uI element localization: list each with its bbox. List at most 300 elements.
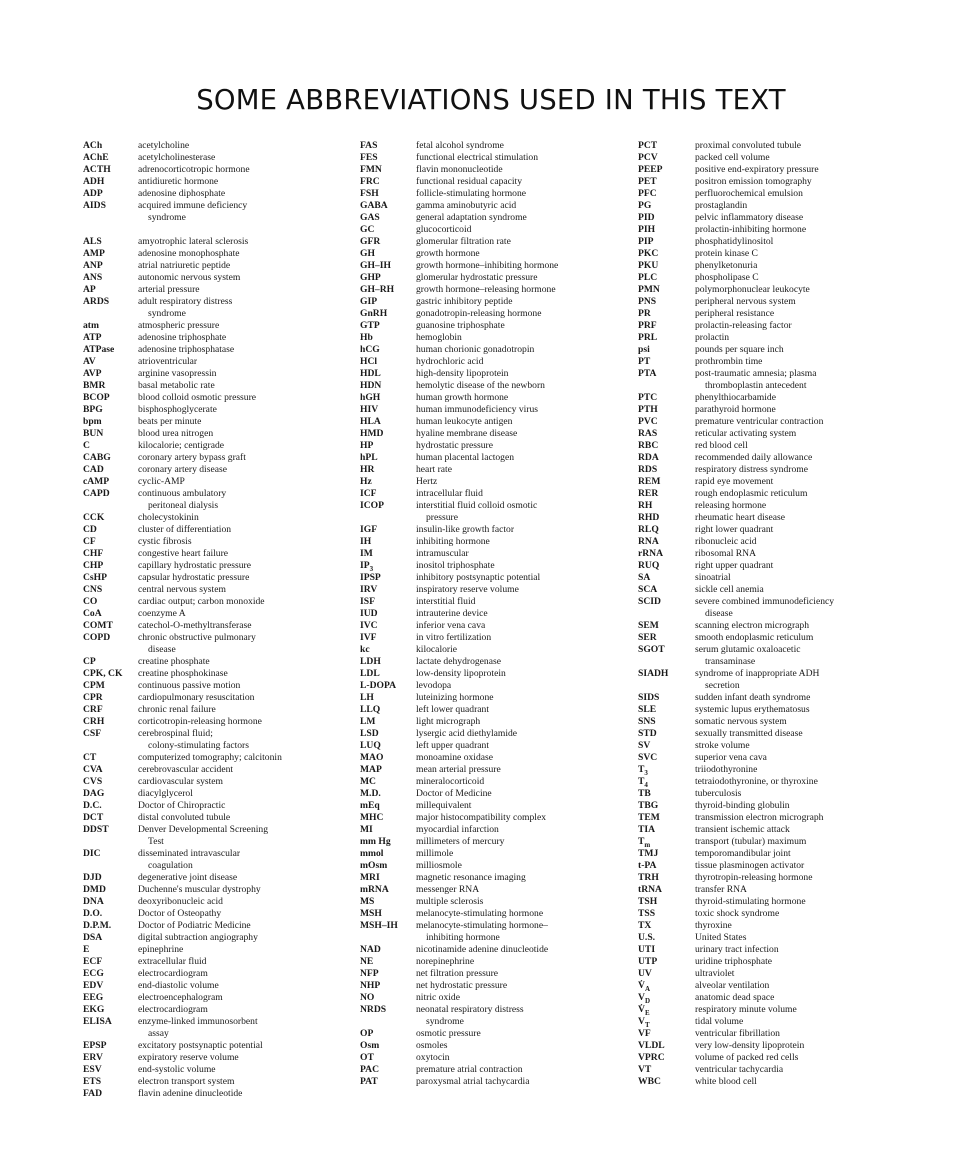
abbreviation-term: ERV [83, 1052, 103, 1063]
abbreviation-term: CAD [83, 464, 104, 475]
definition-text: ventricular tachycardia [695, 1064, 784, 1075]
abbreviation-definition [416, 620, 630, 632]
abbreviation-entry [83, 236, 353, 248]
abbreviation-term: PCV [638, 152, 658, 163]
definition-text: osmoles [416, 1040, 448, 1051]
abbreviation-entry [83, 296, 353, 320]
abbreviation-definition [416, 308, 630, 320]
abbreviation-entry [638, 524, 948, 536]
definition-text: tissue plasminogen activator [695, 860, 805, 871]
definition-text: scanning electron micrograph [695, 620, 810, 631]
definition-text: electrocardiogram [138, 968, 208, 979]
definition-text: systemic lupus erythematosus [695, 704, 810, 715]
definition-text: glomerular hydrostatic pressure [416, 272, 538, 283]
abbreviation-term: t-PA [638, 860, 657, 871]
abbreviation-definition [416, 488, 630, 500]
definition-text: acetylcholine [138, 140, 190, 151]
abbreviation-term: PCT [638, 140, 658, 151]
definition-text: right lower quadrant [695, 524, 774, 535]
abbreviation-definition [138, 704, 353, 716]
abbreviation-term: Hb [360, 332, 373, 343]
abbreviation-definition [138, 908, 353, 920]
abbreviation-definition [695, 1064, 948, 1076]
abbreviation-entry [360, 596, 630, 608]
abbreviation-term: ANP [83, 260, 103, 271]
abbreviation-definition [138, 236, 353, 248]
abbreviation-term: IVF [360, 632, 377, 643]
abbreviation-entry [638, 740, 948, 752]
abbreviation-entry [360, 716, 630, 728]
definition-text: millimeters of mercury [416, 836, 505, 847]
definition-text: deoxyribonucleic acid [138, 896, 223, 907]
definition-text: corticotropin-releasing hormone [138, 716, 262, 727]
abbreviation-entry [638, 644, 948, 668]
abbreviation-entry [638, 356, 948, 368]
abbreviation-entry [83, 1076, 353, 1088]
abbreviation-entry [83, 884, 353, 896]
abbreviation-term: PVC [638, 416, 658, 427]
abbreviation-entry [638, 836, 948, 848]
abbreviation-entry [83, 1052, 353, 1064]
definition-text: gamma aminobutyric acid [416, 200, 517, 211]
abbreviation-entry [638, 884, 948, 896]
definition-text: functional residual capacity [416, 176, 523, 187]
abbreviation-entry [360, 308, 630, 320]
abbreviation-definition [416, 1004, 630, 1028]
abbreviation-entry [638, 668, 948, 692]
definition-text: end-diastolic volume [138, 980, 219, 991]
abbreviation-definition [695, 644, 948, 668]
abbreviation-entry [360, 272, 630, 284]
abbreviation-definition [416, 1052, 630, 1064]
abbreviation-definition [416, 224, 630, 236]
abbreviation-definition [416, 596, 630, 608]
abbreviation-entry [638, 536, 948, 548]
abbreviation-entry [360, 1064, 630, 1076]
abbreviation-entry [83, 368, 353, 380]
abbreviation-term: REM [638, 476, 661, 487]
abbreviation-term: NFP [360, 968, 379, 979]
definition-text: fetal alcohol syndrome [416, 140, 504, 151]
abbreviation-term: RAS [638, 428, 658, 439]
definition-text: cholecystokinin [138, 512, 199, 523]
abbreviation-term: UTP [638, 956, 658, 967]
abbreviation-entry [83, 488, 353, 512]
definition-text: premature ventricular contraction [695, 416, 824, 427]
abbreviation-definition [416, 680, 630, 692]
definition-text: gonadotropin-releasing hormone [416, 308, 542, 319]
abbreviation-entry [360, 548, 630, 560]
abbreviation-term: TBG [638, 800, 659, 811]
definition-text: cerebrovascular accident [138, 764, 234, 775]
abbreviation-term: GH [360, 248, 375, 259]
abbreviation-definition [138, 980, 353, 992]
definition-continuation: thromboplastin antecedent [705, 380, 807, 391]
definition-text: phenylketonuria [695, 260, 758, 271]
definition-text: tetraiodothyronine, or thyroxine [695, 776, 818, 787]
abbreviation-term: EKG [83, 1004, 105, 1015]
abbreviation-entry [638, 548, 948, 560]
definition-text: paroxysmal atrial tachycardia [416, 1076, 530, 1087]
definition-text: sexually transmitted disease [695, 728, 803, 739]
abbreviation-term: VF [638, 1028, 651, 1039]
abbreviation-definition [138, 200, 353, 224]
abbreviation-definition [695, 860, 948, 872]
abbreviation-term: GC [360, 224, 375, 235]
definition-text: hemoglobin [416, 332, 462, 343]
definition-text: catechol-O-methyltransferase [138, 620, 252, 631]
definition-text: melanocyte-stimulating hormone– [416, 920, 548, 931]
abbreviation-definition [138, 536, 353, 548]
abbreviation-subscript: 3 [369, 564, 374, 573]
definition-text: glomerular filtration rate [416, 236, 511, 247]
definition-text: transfer RNA [695, 884, 747, 895]
abbreviation-column-2 [360, 140, 630, 1088]
abbreviation-definition [138, 428, 353, 440]
abbreviation-term: CsHP [83, 572, 107, 583]
abbreviation-term: AP [83, 284, 96, 295]
abbreviation-term: EDV [83, 980, 104, 991]
abbreviation-term: OP [360, 1028, 374, 1039]
definition-text: myocardial infarction [416, 824, 499, 835]
definition-text: light micrograph [416, 716, 481, 727]
definition-text: expiratory reserve volume [138, 1052, 239, 1063]
abbreviation-entry [360, 884, 630, 896]
abbreviation-entry [360, 872, 630, 884]
abbreviation-definition [695, 620, 948, 632]
definition-text: osmotic pressure [416, 1028, 481, 1039]
abbreviation-term: LLQ [360, 704, 381, 715]
abbreviation-definition [138, 260, 353, 272]
abbreviation-definition [138, 404, 353, 416]
abbreviation-definition [695, 884, 948, 896]
abbreviation-term: mmol [360, 848, 384, 859]
abbreviation-entry [360, 1040, 630, 1052]
definition-text: low-density lipoprotein [416, 668, 506, 679]
abbreviation-entry [360, 812, 630, 824]
definition-text: distal convoluted tubule [138, 812, 231, 823]
definition-text: human placental lactogen [416, 452, 515, 463]
abbreviation-term: SEM [638, 620, 659, 631]
abbreviation-definition [416, 788, 630, 800]
abbreviation-definition [416, 668, 630, 680]
definition-text: beats per minute [138, 416, 202, 427]
abbreviation-term: EPSP [83, 1040, 107, 1051]
abbreviation-term: PTH [638, 404, 658, 415]
abbreviation-definition [138, 620, 353, 632]
abbreviation-definition [138, 416, 353, 428]
abbreviation-term: Osm [360, 1040, 380, 1051]
abbreviation-definition [416, 764, 630, 776]
abbreviation-definition [695, 440, 948, 452]
abbreviation-entry [638, 500, 948, 512]
definition-text: coronary artery bypass graft [138, 452, 246, 463]
abbreviation-term: CoA [83, 608, 102, 619]
definition-text: transmission electron micrograph [695, 812, 824, 823]
abbreviation-term: ECG [83, 968, 104, 979]
definition-text: digital subtraction angiography [138, 932, 258, 943]
abbreviation-definition [138, 380, 353, 392]
abbreviation-definition [138, 140, 353, 152]
abbreviation-entry [360, 980, 630, 992]
definition-continuation: coagulation [148, 860, 193, 871]
abbreviation-entry [360, 848, 630, 860]
abbreviation-entry [360, 968, 630, 980]
abbreviation-definition [416, 656, 630, 668]
abbreviation-definition [416, 824, 630, 836]
definition-text: end-systolic volume [138, 1064, 216, 1075]
abbreviation-definition [416, 1040, 630, 1052]
definition-text: cystic fibrosis [138, 536, 192, 547]
definition-text: chronic renal failure [138, 704, 216, 715]
abbreviation-entry [638, 512, 948, 524]
abbreviation-term: PRL [638, 332, 658, 343]
abbreviation-term: ECF [83, 956, 103, 967]
abbreviation-entry [360, 152, 630, 164]
abbreviation-entry [83, 584, 353, 596]
abbreviation-entry [638, 776, 948, 788]
abbreviation-entry [638, 920, 948, 932]
abbreviation-entry [83, 1040, 353, 1052]
abbreviation-entry [360, 1028, 630, 1040]
definition-continuation: assay [148, 1028, 169, 1039]
abbreviation-definition [416, 884, 630, 896]
definition-text: disseminated intravascular [138, 848, 241, 859]
definition-text: norepinephrine [416, 956, 475, 967]
abbreviation-term: U.S. [638, 932, 656, 943]
definition-continuation: secretion [705, 680, 740, 691]
abbreviation-definition [695, 356, 948, 368]
abbreviation-term: RH [638, 500, 653, 511]
abbreviation-term: PIP [638, 236, 654, 247]
abbreviation-definition [138, 920, 353, 932]
abbreviation-term: OT [360, 1052, 374, 1063]
definition-continuation: disease [705, 608, 733, 619]
definition-text: general adaptation syndrome [416, 212, 527, 223]
abbreviation-definition [416, 1064, 630, 1076]
abbreviation-term: BPG [83, 404, 103, 415]
abbreviation-term: HLA [360, 416, 381, 427]
abbreviation-definition [695, 752, 948, 764]
abbreviation-term: ALS [83, 236, 102, 247]
definition-text: enzyme-linked immunosorbent [138, 1016, 258, 1027]
abbreviation-entry [638, 812, 948, 824]
abbreviation-definition [138, 356, 353, 368]
definition-text: releasing hormone [695, 500, 767, 511]
abbreviation-entry [638, 140, 948, 152]
abbreviation-entry [360, 1076, 630, 1088]
abbreviation-term: CABG [83, 452, 111, 463]
abbreviation-column-3 [638, 140, 948, 1088]
abbreviation-term: RLQ [638, 524, 659, 535]
abbreviation-entry [360, 404, 630, 416]
abbreviation-definition [695, 1016, 948, 1028]
abbreviation-term: ACTH [83, 164, 111, 175]
definition-text: continuous passive motion [138, 680, 241, 691]
definition-text: cluster of differentiation [138, 524, 232, 535]
definition-text: recommended daily allowance [695, 452, 813, 463]
abbreviation-term: GnRH [360, 308, 388, 319]
abbreviation-entry [638, 272, 948, 284]
definition-text: prolactin-releasing factor [695, 320, 792, 331]
abbreviation-entry [638, 176, 948, 188]
abbreviation-entry [638, 620, 948, 632]
definition-text: nicotinamide adenine dinucleotide [416, 944, 549, 955]
abbreviation-definition [695, 836, 948, 848]
definition-text: very low-density lipoprotein [695, 1040, 805, 1051]
abbreviation-definition [138, 1052, 353, 1064]
abbreviation-term: AIDS [83, 200, 106, 211]
definition-text: tuberculosis [695, 788, 742, 799]
abbreviation-entry [83, 512, 353, 524]
abbreviation-entry [360, 464, 630, 476]
abbreviation-entry [638, 860, 948, 872]
abbreviation-term: AV [83, 356, 96, 367]
abbreviation-entry [638, 404, 948, 416]
abbreviation-term: PRF [638, 320, 657, 331]
abbreviation-entry [83, 428, 353, 440]
abbreviation-term: $T_3$ [638, 764, 648, 777]
definition-text: messenger RNA [416, 884, 480, 895]
definition-text: phosphatidylinositol [695, 236, 774, 247]
definition-text: alveolar ventilation [695, 980, 770, 991]
abbreviation-definition [138, 824, 353, 848]
definition-text: nitric oxide [416, 992, 460, 1003]
abbreviation-term: DAG [83, 788, 105, 799]
abbreviation-entry [638, 692, 948, 704]
abbreviation-entry [638, 932, 948, 944]
abbreviation-entry [83, 968, 353, 980]
definition-text: flavin adenine dinucleotide [138, 1088, 243, 1099]
abbreviation-entry [638, 440, 948, 452]
abbreviation-definition [416, 284, 630, 296]
abbreviation-definition [138, 476, 353, 488]
page-title: SOME ABBREVIATIONS USED IN THIS TEXT [196, 84, 786, 116]
abbreviation-definition [138, 968, 353, 980]
abbreviation-term: HR [360, 464, 375, 475]
abbreviation-term: DDST [83, 824, 109, 835]
abbreviation-term: hCG [360, 344, 380, 355]
abbreviation-term: FSH [360, 188, 379, 199]
abbreviation-definition [695, 200, 948, 212]
definition-text: heart rate [416, 464, 452, 475]
definition-text: electron transport system [138, 1076, 235, 1087]
abbreviation-entry [638, 296, 948, 308]
definition-text: Doctor of Chiropractic [138, 800, 226, 811]
definition-text: intracellular fluid [416, 488, 483, 499]
abbreviation-entry [360, 500, 630, 524]
definition-text: thyroid-stimulating hormone [695, 896, 806, 907]
definition-continuation: peritoneal dialysis [148, 500, 219, 511]
abbreviation-entry [360, 320, 630, 332]
abbreviation-subscript: T [644, 1020, 650, 1029]
abbreviation-term: SGOT [638, 644, 665, 655]
abbreviation-entry [83, 704, 353, 716]
abbreviation-term: RHD [638, 512, 660, 523]
abbreviation-term: PFC [638, 188, 657, 199]
definition-text: left upper quadrant [416, 740, 489, 751]
definition-text: peripheral resistance [695, 308, 775, 319]
abbreviation-definition [138, 884, 353, 896]
abbreviation-entry [83, 728, 353, 752]
abbreviation-entry [360, 428, 630, 440]
definition-text: hydrostatic pressure [416, 440, 493, 451]
abbreviation-definition [695, 512, 948, 524]
abbreviation-definition [416, 200, 630, 212]
abbreviation-entry [83, 248, 353, 260]
abbreviation-entry [638, 716, 948, 728]
abbreviation-term: PIH [638, 224, 656, 235]
abbreviation-definition [695, 140, 948, 152]
abbreviation-entry [360, 572, 630, 584]
definition-text: atrial natriuretic peptide [138, 260, 231, 271]
definition-text: white blood cell [695, 1076, 757, 1087]
abbreviation-entry [638, 1016, 948, 1028]
definition-text: blood colloid osmotic pressure [138, 392, 257, 403]
abbreviation-entry [83, 980, 353, 992]
abbreviation-term: RDS [638, 464, 658, 475]
abbreviation-term: TEM [638, 812, 660, 823]
abbreviation-definition [416, 248, 630, 260]
abbreviation-entry [638, 1028, 948, 1040]
definition-text: net hydrostatic pressure [416, 980, 508, 991]
abbreviation-definition [695, 1004, 948, 1016]
abbreviation-definition [695, 536, 948, 548]
abbreviation-term: IPSP [360, 572, 381, 583]
abbreviation-definition [695, 944, 948, 956]
abbreviation-definition [695, 800, 948, 812]
abbreviation-term: IRV [360, 584, 378, 595]
abbreviation-term: MSH–IH [360, 920, 398, 931]
abbreviation-term: BMR [83, 380, 106, 391]
definition-continuation: disease [148, 644, 176, 655]
definition-text: adenosine triphosphatase [138, 344, 235, 355]
abbreviation-definition [416, 740, 630, 752]
abbreviation-entry [83, 284, 353, 296]
abbreviation-definition [695, 728, 948, 740]
definition-text: congestive heart failure [138, 548, 229, 559]
definition-text: atrioventricular [138, 356, 198, 367]
definition-text: growth hormone–inhibiting hormone [416, 260, 559, 271]
abbreviation-entry [360, 200, 630, 212]
definition-text: sinoatrial [695, 572, 731, 583]
abbreviation-definition [695, 824, 948, 836]
abbreviation-term: SVC [638, 752, 658, 763]
abbreviation-definition [416, 908, 630, 920]
abbreviation-definition [695, 428, 948, 440]
definition-text: peripheral nervous system [695, 296, 796, 307]
abbreviation-term: DSA [83, 932, 103, 943]
definition-text: creatine phosphokinase [138, 668, 228, 679]
definition-text: Doctor of Osteopathy [138, 908, 222, 919]
abbreviation-entry [360, 728, 630, 740]
abbreviation-entry [83, 188, 353, 200]
abbreviation-term: IGF [360, 524, 378, 535]
abbreviation-definition [416, 944, 630, 956]
abbreviation-entry [83, 1064, 353, 1076]
definition-text: right upper quadrant [695, 560, 774, 571]
abbreviation-term: CVA [83, 764, 103, 775]
abbreviation-definition [695, 392, 948, 404]
abbreviation-term: atm [83, 320, 99, 331]
abbreviation-entry [83, 392, 353, 404]
abbreviation-entry [83, 656, 353, 668]
abbreviation-term: COPD [83, 632, 111, 643]
abbreviation-entry [83, 776, 353, 788]
abbreviation-entry [638, 908, 948, 920]
abbreviation-term: ELISA [83, 1016, 112, 1027]
definition-text: thyrotropin-releasing hormone [695, 872, 813, 883]
